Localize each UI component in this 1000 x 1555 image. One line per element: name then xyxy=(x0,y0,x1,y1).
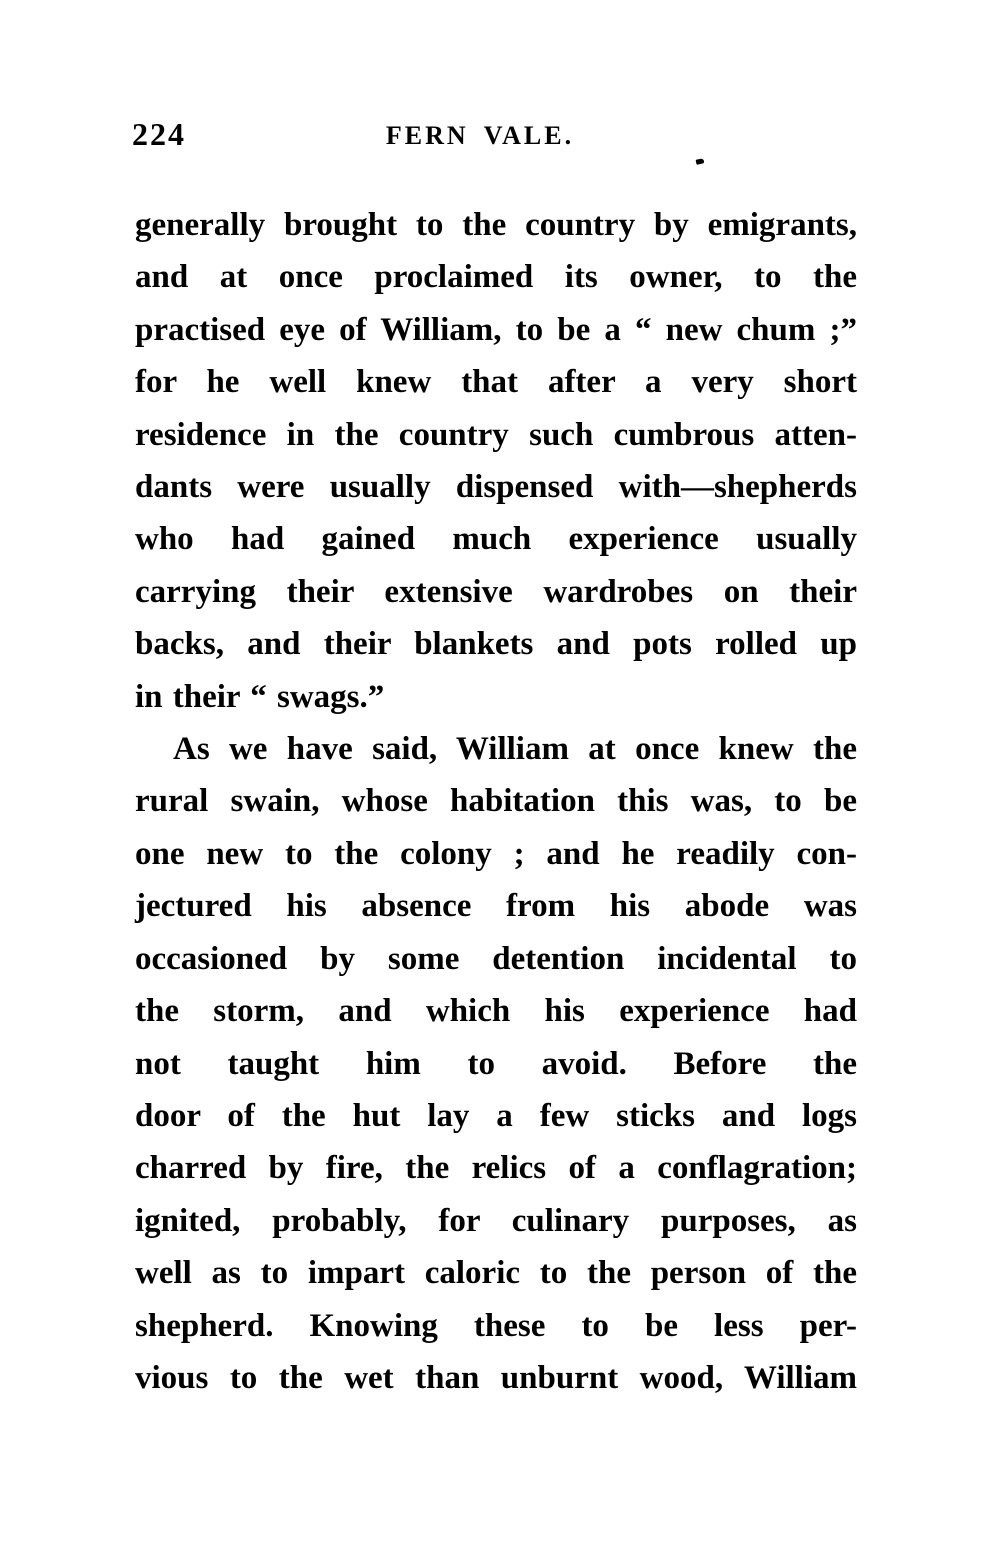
text-line: not taught him to avoid. Before the xyxy=(135,1045,857,1082)
text-line: carrying their extensive wardrobes on their xyxy=(135,573,857,610)
text-line: rural swain, whose habitation this was, to be xyxy=(135,783,857,820)
text-line: for he well knew that after a very short xyxy=(135,364,857,401)
text-line: backs, and their blankets and pots rolled up xyxy=(135,626,857,663)
text-line: door of the hut lay a few sticks and logs xyxy=(135,1097,857,1134)
paragraph xyxy=(135,199,857,723)
text-line: well as to impart caloric to the person of the xyxy=(135,1255,857,1292)
text-line: and at once proclaimed its owner, to the xyxy=(135,259,857,296)
paragraph xyxy=(135,723,857,1404)
text-line: in their “ swags.” xyxy=(135,678,385,715)
text-line: practised eye of William, to be a “ new chum ;” xyxy=(135,311,857,348)
page-number: 224 xyxy=(132,116,186,152)
ink-speck xyxy=(696,158,705,165)
text-line: As we have said, William at once knew the xyxy=(173,731,857,768)
text-line: residence in the country such cumbrous atten- xyxy=(135,416,857,453)
text-line: ignited, probably, for culinary purposes, as xyxy=(135,1202,857,1239)
text-line: dants were usually dispensed with—shepherds xyxy=(135,469,857,506)
text-line: generally brought to the country by emigrants, xyxy=(135,207,857,243)
body-text xyxy=(135,199,857,1404)
text-line: charred by fire, the relics of a conflagration; xyxy=(135,1150,857,1187)
text-line: shepherd. Knowing these to be less per- xyxy=(135,1307,857,1344)
text-line: the storm, and which his experience had xyxy=(135,993,857,1030)
text-line: vious to the wet than unburnt wood, William xyxy=(135,1359,857,1396)
running-title: FERN VALE. xyxy=(385,121,575,150)
text-line: one new to the colony ; and he readily con- xyxy=(135,835,857,872)
text-line: who had gained much experience usually xyxy=(135,521,857,558)
text-line: jectured his absence from his abode was xyxy=(135,888,857,925)
text-line: occasioned by some detention incidental to xyxy=(135,940,857,977)
